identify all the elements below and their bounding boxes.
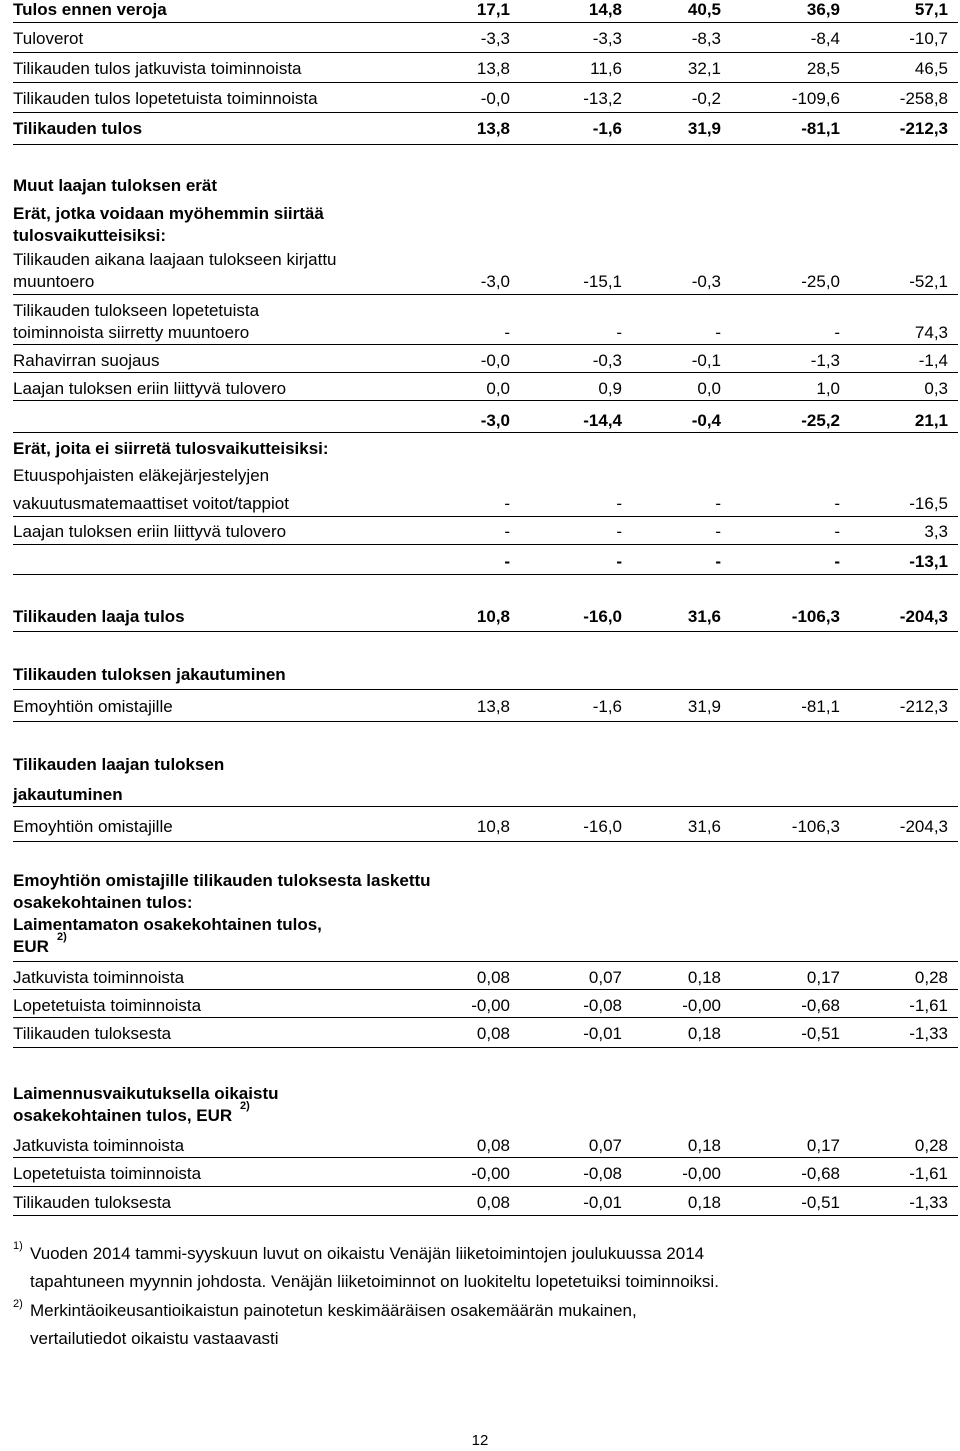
value-cell: 10,8 <box>476 607 510 626</box>
row-divider <box>13 432 958 433</box>
value-cell: - <box>834 323 840 342</box>
row-divider <box>13 544 958 545</box>
table-row <box>13 29 958 51</box>
row-divider <box>13 631 958 632</box>
row-divider <box>13 82 958 83</box>
value-cell: -1,4 <box>918 351 948 370</box>
row-label: Tilikauden tulos <box>13 119 143 138</box>
table-row <box>13 301 958 323</box>
value-cell: -3,3 <box>592 29 622 48</box>
table-row <box>13 1136 958 1158</box>
table-row <box>13 272 958 294</box>
value-cell: - <box>504 552 510 571</box>
value-cell: - <box>715 494 721 513</box>
row-divider <box>13 294 958 295</box>
value-cell: 13,8 <box>476 119 510 138</box>
row-divider <box>13 52 958 53</box>
value-cell: 0,17 <box>806 968 840 987</box>
value-cell: -14,4 <box>583 411 622 430</box>
value-cell: - <box>616 522 622 541</box>
row-label: Tilikauden tulos lopetetuista toiminnoista <box>13 89 318 108</box>
value-cell: -52,1 <box>909 272 948 291</box>
value-cell: -212,3 <box>899 119 948 138</box>
value-cell: -16,0 <box>583 817 622 836</box>
value-cell: 0,07 <box>588 968 622 987</box>
row-label: Jatkuvista toiminnoista <box>13 968 185 987</box>
value-cell: 31,6 <box>687 607 721 626</box>
value-cell: - <box>715 522 721 541</box>
row-label: Muut laajan tuloksen erät <box>13 176 218 195</box>
row-divider <box>13 516 958 517</box>
row-divider <box>13 400 958 401</box>
row-divider <box>13 689 958 690</box>
value-cell: -106,3 <box>791 607 840 626</box>
value-cell: -0,1 <box>691 351 721 370</box>
table-row <box>13 59 958 81</box>
value-cell: 0,18 <box>687 1024 721 1043</box>
value-cell: 13,8 <box>476 697 510 716</box>
row-label: Etuuspohjaisten eläkejärjestelyjen <box>13 466 270 485</box>
value-cell: - <box>616 552 622 571</box>
footnote-1-line-1: Vuoden 2014 tammi-syyskuun luvut on oikaistu Venäjän liiketoimintojen joulukuussa 2014 <box>30 1244 705 1263</box>
value-cell: 32,1 <box>687 59 721 78</box>
table-row <box>13 697 958 719</box>
row-label: Erät, jotka voidaan myöhemmin siirtää <box>13 204 324 223</box>
table-row <box>13 204 958 226</box>
footnote-2-line-1: Merkintäoikeusantioikaistun painotetun keskimääräisen osakemäärän mukainen, <box>30 1301 637 1320</box>
table-row <box>13 1164 958 1186</box>
row-label: Tilikauden tuloksesta <box>13 1193 172 1212</box>
value-cell: 0,08 <box>476 968 510 987</box>
value-cell: - <box>834 522 840 541</box>
row-label: tulosvaikutteisiksi: <box>13 226 167 245</box>
value-cell: -3,3 <box>480 29 510 48</box>
value-cell: 0,17 <box>806 1136 840 1155</box>
value-cell: -0,01 <box>583 1024 622 1043</box>
value-cell: -0,51 <box>801 1193 840 1212</box>
row-label: Emoyhtiön omistajille <box>13 817 173 836</box>
value-cell: -0,00 <box>682 996 721 1015</box>
row-footnote-marker: 2) <box>240 1100 250 1112</box>
row-label: Tilikauden aikana laajaan tulokseen kirjattu <box>13 250 337 269</box>
row-label: Laajan tuloksen eriin liittyvä tulovero <box>13 522 287 541</box>
table-row <box>13 785 958 807</box>
value-cell: -0,00 <box>471 1164 510 1183</box>
row-divider <box>13 1017 958 1018</box>
table-row <box>13 1193 958 1215</box>
value-cell: -0,0 <box>480 89 510 108</box>
value-cell: -25,2 <box>801 411 840 430</box>
table-row <box>13 351 958 373</box>
table-row <box>13 1084 958 1106</box>
value-cell: -16,5 <box>909 494 948 513</box>
row-label: Rahavirran suojaus <box>13 351 160 370</box>
value-cell: 74,3 <box>914 323 948 342</box>
value-cell: -0,0 <box>480 351 510 370</box>
value-cell: 31,6 <box>687 817 721 836</box>
value-cell: 21,1 <box>914 411 948 430</box>
value-cell: -0,68 <box>801 1164 840 1183</box>
value-cell: -1,33 <box>909 1193 948 1212</box>
table-row <box>13 607 958 629</box>
row-label: Tilikauden tulokseen lopetetuista <box>13 301 260 320</box>
footnote-1-marker: 1) <box>13 1240 23 1252</box>
row-label: Tilikauden laajan tuloksen <box>13 755 225 774</box>
value-cell: -1,61 <box>909 996 948 1015</box>
table-row <box>13 968 958 990</box>
table-row <box>13 226 958 248</box>
value-cell: -204,3 <box>899 607 948 626</box>
value-cell: -81,1 <box>801 697 840 716</box>
table-row <box>13 323 958 345</box>
value-cell: 0,18 <box>687 1193 721 1212</box>
value-cell: -0,2 <box>691 89 721 108</box>
value-cell: -0,3 <box>592 351 622 370</box>
table-row <box>13 176 958 198</box>
value-cell: -15,1 <box>583 272 622 291</box>
table-row <box>13 119 958 141</box>
table-row <box>13 665 958 687</box>
value-cell: 36,9 <box>806 0 840 19</box>
row-label: Laimentamaton osakekohtainen tulos, <box>13 915 322 934</box>
row-label: Laajan tuloksen eriin liittyvä tulovero <box>13 379 287 398</box>
value-cell: -0,68 <box>801 996 840 1015</box>
value-cell: 0,28 <box>914 1136 948 1155</box>
table-row <box>13 893 958 915</box>
table-row <box>13 817 958 839</box>
value-cell: -258,8 <box>899 89 948 108</box>
value-cell: 0,18 <box>687 968 721 987</box>
value-cell: - <box>504 323 510 342</box>
value-cell: -204,3 <box>899 817 948 836</box>
value-cell: 1,0 <box>816 379 840 398</box>
table-row <box>13 871 958 893</box>
row-divider <box>13 1215 958 1216</box>
row-label: Tuloverot <box>13 29 84 48</box>
value-cell: -1,6 <box>592 119 622 138</box>
row-footnote-marker: 2) <box>57 931 67 943</box>
value-cell: 31,9 <box>687 697 721 716</box>
row-divider <box>13 344 958 345</box>
table-row <box>13 494 958 516</box>
table-row <box>13 931 958 959</box>
table-row <box>13 522 958 544</box>
table-row <box>13 755 958 777</box>
row-divider <box>13 961 958 962</box>
value-cell: 0,08 <box>476 1024 510 1043</box>
footnote-2-marker: 2) <box>13 1298 23 1310</box>
footnote-2-line-2: vertailutiedot oikaistu vastaavasti <box>30 1329 279 1348</box>
value-cell: - <box>504 522 510 541</box>
value-cell: -0,51 <box>801 1024 840 1043</box>
value-cell: - <box>715 323 721 342</box>
value-cell: -1,3 <box>810 351 840 370</box>
row-divider <box>13 112 958 113</box>
value-cell: - <box>616 494 622 513</box>
row-label: Tilikauden tulos jatkuvista toiminnoista <box>13 59 302 78</box>
value-cell: -1,33 <box>909 1024 948 1043</box>
row-divider <box>13 574 958 575</box>
value-cell: -81,1 <box>801 119 840 138</box>
value-cell: -0,00 <box>471 996 510 1015</box>
value-cell: 0,08 <box>476 1193 510 1212</box>
value-cell: -0,08 <box>583 996 622 1015</box>
table-row <box>13 379 958 401</box>
value-cell: - <box>715 552 721 571</box>
value-cell: -1,61 <box>909 1164 948 1183</box>
value-cell: -0,3 <box>691 272 721 291</box>
row-label: Erät, joita ei siirretä tulosvaikutteisiksi: <box>13 439 329 458</box>
value-cell: 13,8 <box>476 59 510 78</box>
row-label: jakautuminen <box>13 785 123 804</box>
value-cell: 28,5 <box>806 59 840 78</box>
row-divider <box>13 1157 958 1158</box>
value-cell: -3,0 <box>480 272 510 291</box>
table-row <box>13 411 958 433</box>
value-cell: -8,4 <box>810 29 840 48</box>
value-cell: -10,7 <box>909 29 948 48</box>
value-cell: - <box>504 494 510 513</box>
table-row <box>13 0 958 22</box>
value-cell: 31,9 <box>687 119 721 138</box>
value-cell: 57,1 <box>914 0 948 19</box>
row-label: Jatkuvista toiminnoista <box>13 1136 185 1155</box>
value-cell: -106,3 <box>791 817 840 836</box>
value-cell: 0,0 <box>486 379 510 398</box>
row-label: Emoyhtiön omistajille tilikauden tuloksesta laskettu <box>13 871 431 890</box>
row-divider <box>13 721 958 722</box>
row-label: osakekohtainen tulos, EUR <box>13 1106 233 1125</box>
value-cell: -0,01 <box>583 1193 622 1212</box>
value-cell: 40,5 <box>687 0 721 19</box>
value-cell: -8,3 <box>691 29 721 48</box>
value-cell: -109,6 <box>791 89 840 108</box>
page-number: 12 <box>471 1432 489 1449</box>
row-label: Emoyhtiön omistajille <box>13 697 173 716</box>
value-cell: 0,0 <box>697 379 721 398</box>
value-cell: 0,28 <box>914 968 948 987</box>
row-label: Lopetetuista toiminnoista <box>13 996 202 1015</box>
value-cell: -13,2 <box>583 89 622 108</box>
footnote-1-line-2: tapahtuneen myynnin johdosta. Venäjän liiketoiminnot on luokiteltu lopetetuiksi toiminnoiksi. <box>30 1272 719 1291</box>
value-cell: -0,4 <box>691 411 721 430</box>
value-cell: 0,08 <box>476 1136 510 1155</box>
value-cell: 0,9 <box>598 379 622 398</box>
value-cell: 14,8 <box>588 0 622 19</box>
value-cell: - <box>616 323 622 342</box>
value-cell: -13,1 <box>909 552 948 571</box>
row-label: toiminnoista siirretty muuntoero <box>13 323 250 342</box>
value-cell: 0,07 <box>588 1136 622 1155</box>
table-row <box>13 250 958 272</box>
table-row <box>13 439 958 461</box>
row-divider <box>13 1186 958 1187</box>
row-label: EUR <box>13 937 49 956</box>
table-row <box>13 1100 958 1128</box>
value-cell: 10,8 <box>476 817 510 836</box>
row-divider <box>13 144 958 145</box>
value-cell: -25,0 <box>801 272 840 291</box>
row-label: Tulos ennen veroja <box>13 0 167 19</box>
value-cell: 17,1 <box>476 0 510 19</box>
value-cell: 0,18 <box>687 1136 721 1155</box>
value-cell: 46,5 <box>914 59 948 78</box>
value-cell: -0,00 <box>682 1164 721 1183</box>
row-label: osakekohtainen tulos: <box>13 893 193 912</box>
value-cell: -212,3 <box>899 697 948 716</box>
row-divider <box>13 22 958 23</box>
value-cell: 3,3 <box>924 522 948 541</box>
value-cell: 0,3 <box>924 379 948 398</box>
row-divider <box>13 806 958 807</box>
table-row <box>13 996 958 1018</box>
row-label: Tilikauden laaja tulos <box>13 607 185 626</box>
row-divider <box>13 372 958 373</box>
row-label: vakuutusmatemaattiset voitot/tappiot <box>13 494 289 513</box>
value-cell: -1,6 <box>592 697 622 716</box>
value-cell: 11,6 <box>590 59 622 78</box>
value-cell: - <box>834 494 840 513</box>
row-label: Laimennusvaikutuksella oikaistu <box>13 1084 279 1103</box>
table-row <box>13 1024 958 1046</box>
row-label: Tilikauden tuloksesta <box>13 1024 172 1043</box>
row-divider <box>13 1047 958 1048</box>
row-label: muuntoero <box>13 272 95 291</box>
row-divider <box>13 989 958 990</box>
value-cell: -3,0 <box>480 411 510 430</box>
row-label: Tilikauden tuloksen jakautuminen <box>13 665 286 684</box>
table-row <box>13 466 958 488</box>
table-row <box>13 915 958 937</box>
table-row <box>13 552 958 574</box>
value-cell: - <box>834 552 840 571</box>
row-label: Lopetetuista toiminnoista <box>13 1164 202 1183</box>
value-cell: -0,08 <box>583 1164 622 1183</box>
value-cell: -16,0 <box>583 607 622 626</box>
table-row <box>13 89 958 111</box>
row-divider <box>13 841 958 842</box>
